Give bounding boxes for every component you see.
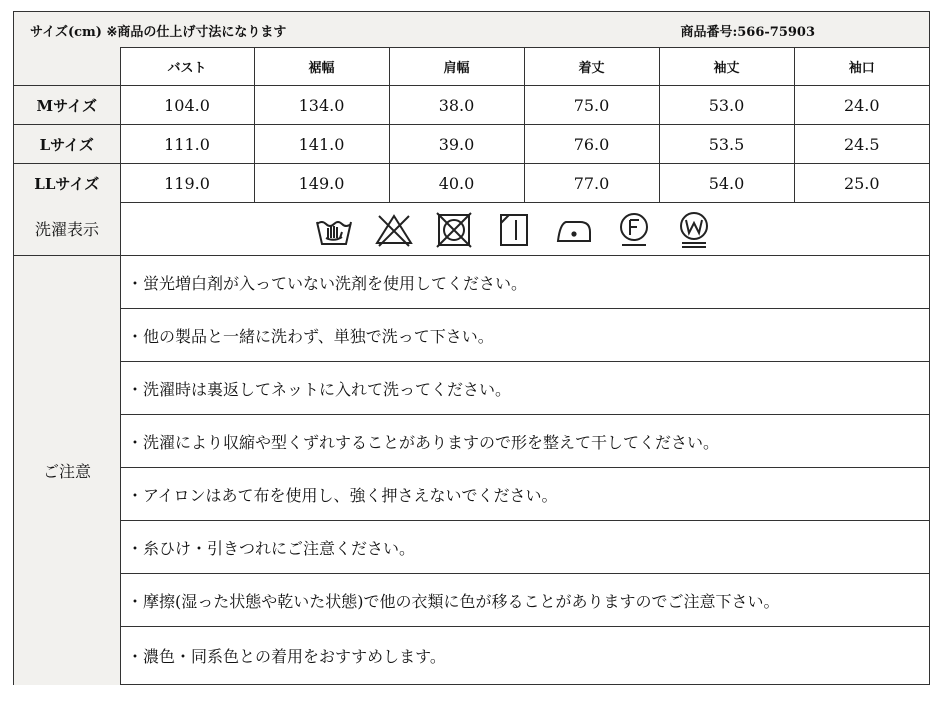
table-cell: 54.0 xyxy=(659,164,794,203)
column-header-hem-width: 裾幅 xyxy=(254,47,389,86)
list-item: ・糸ひけ・引きつれにご注意ください。 xyxy=(121,521,929,574)
notes-label: ご注意 xyxy=(14,256,121,685)
table-cell: 40.0 xyxy=(389,164,524,203)
table-cell: 24.0 xyxy=(794,86,929,125)
product-number: 商品番号:566-75903 xyxy=(680,25,815,40)
list-item: ・洗濯時は裏返してネットに入れて洗ってください。 xyxy=(121,362,929,415)
table-cell: 149.0 xyxy=(254,164,389,203)
no-tumble-dry-icon xyxy=(434,210,494,250)
table-corner-cell xyxy=(14,47,120,86)
size-note: サイズ(cm) ※商品の仕上げ寸法になります xyxy=(30,25,287,40)
notes-list xyxy=(121,256,929,683)
table-cell: 75.0 xyxy=(524,86,659,125)
table-row xyxy=(14,125,929,164)
line-dry-shade-icon xyxy=(494,210,554,250)
column-header-sleeve-length: 袖丈 xyxy=(659,47,794,86)
list-item: ・他の製品と一緒に洗わず、単独で洗って下さい。 xyxy=(121,309,929,362)
table-cell: 25.0 xyxy=(794,164,929,203)
table-cell: 77.0 xyxy=(524,164,659,203)
table-cell: 134.0 xyxy=(254,86,389,125)
hand-wash-icon xyxy=(314,210,374,250)
care-symbols-row xyxy=(14,202,929,256)
column-header-bust: バスト xyxy=(120,47,254,86)
table-cell: 53.5 xyxy=(659,125,794,164)
table-cell: 141.0 xyxy=(254,125,389,164)
table-cell: 76.0 xyxy=(524,125,659,164)
size-label: Mサイズ xyxy=(14,86,120,125)
size-care-sheet xyxy=(13,11,930,685)
sheet-header xyxy=(14,12,929,48)
table-cell: 53.0 xyxy=(659,86,794,125)
list-item: ・洗濯により収縮や型くずれすることがありますので形を整えて干してください。 xyxy=(121,415,929,468)
column-header-shoulder-width: 肩幅 xyxy=(389,47,524,86)
wet-clean-w-icon xyxy=(674,210,734,250)
table-cell: 24.5 xyxy=(794,125,929,164)
column-header-length: 着丈 xyxy=(524,47,659,86)
list-item: ・蛍光増白剤が入っていない洗剤を使用してください。 xyxy=(121,256,929,309)
dry-clean-f-icon xyxy=(614,210,674,250)
table-cell: 104.0 xyxy=(120,86,254,125)
table-cell: 39.0 xyxy=(389,125,524,164)
list-item: ・アイロンはあて布を使用し、強く押さえないでください。 xyxy=(121,468,929,521)
no-bleach-icon xyxy=(374,210,434,250)
size-table xyxy=(14,47,929,203)
list-item: ・濃色・同系色との着用をおすすめします。 xyxy=(127,646,446,666)
table-cell: 111.0 xyxy=(120,125,254,164)
care-icons xyxy=(314,210,734,250)
table-row xyxy=(14,164,929,203)
list-item: ・摩擦(湿った状態や乾いた状態)で他の衣類に色が移ることがありますのでご注意下さい。 xyxy=(121,574,929,627)
table-row xyxy=(14,86,929,125)
size-table-header-row xyxy=(14,47,929,86)
column-header-cuff: 袖口 xyxy=(794,47,929,86)
table-cell: 119.0 xyxy=(120,164,254,203)
size-label: Lサイズ xyxy=(14,125,120,164)
iron-low-icon xyxy=(554,210,614,250)
size-label: LLサイズ xyxy=(14,164,120,203)
table-cell: 38.0 xyxy=(389,86,524,125)
notes-section xyxy=(14,256,929,685)
care-label: 洗濯表示 xyxy=(14,202,121,255)
